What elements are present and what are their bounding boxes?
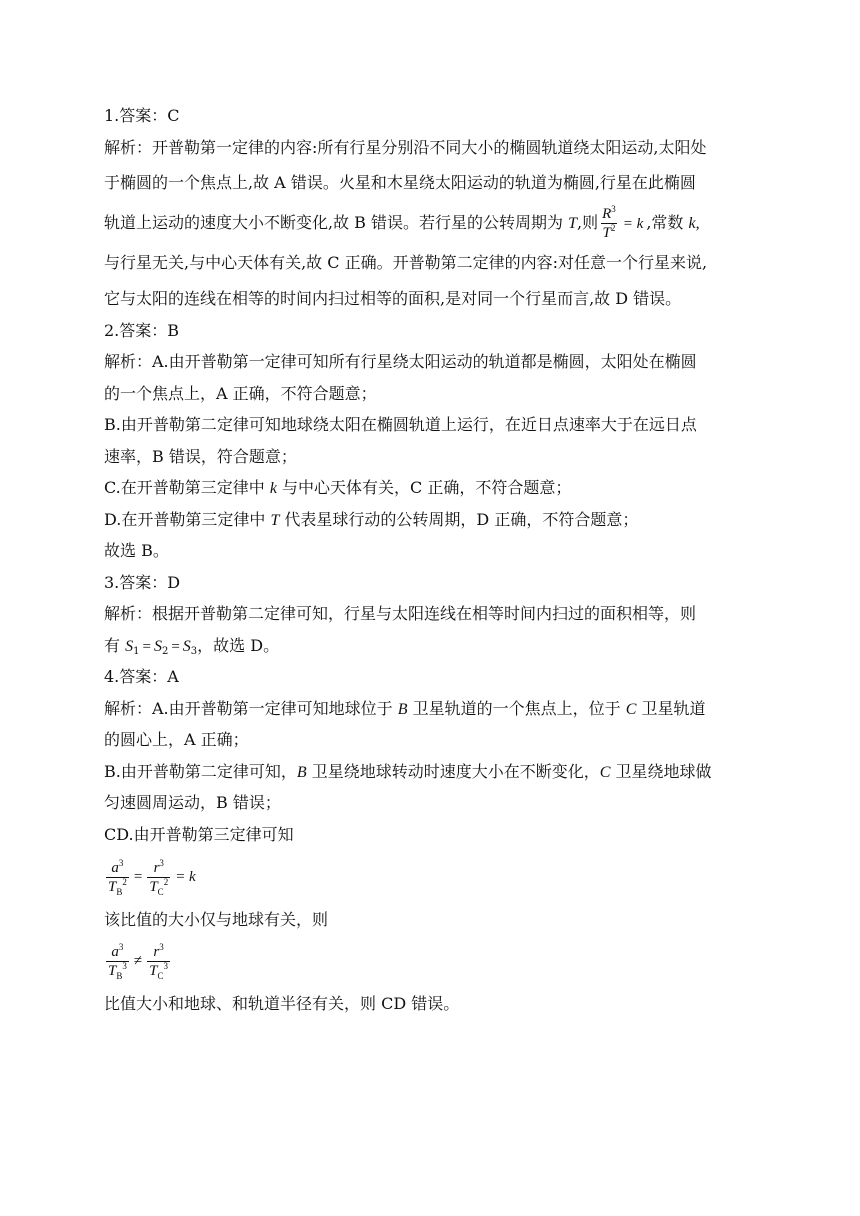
q2-conclusion: 故选 B。 (104, 541, 169, 560)
kepler-third-law-equation: $\frac{a^3}{T_B^2}$ = $\frac{r^3}{T_C^2}$ = k (108, 857, 196, 897)
q3-explanation-line: 有 $S_1 = S_2 = S_3$，故选 D。 (104, 635, 280, 657)
q2-explanation-line: B.由开普勒第二定律可知地球绕太阳在椭圆轨道上运行，在近日点速率大于在远日点 (104, 415, 697, 434)
area-equality-formula: $S_1 = S_2 = S_3$ (125, 637, 198, 657)
q1-explanation-line: 它与太阳的连线在相等的时间内扫过相等的面积,是对同一个行星而言,故 D 错误。 (104, 289, 682, 308)
q3-answer: 3.答案：D (104, 572, 181, 592)
kepler-ratio-fraction: $\frac{R^3}{T^2}$ (602, 204, 616, 241)
q4-explanation-line: CD.由开普勒第三定律可知 (104, 824, 294, 844)
q2-explanation-line: D.在开普勒第三定律中 T 代表星球行动的公转周期，D 正确，不符合题意； (104, 509, 639, 529)
q4-explanation-line: 匀速圆周运动，B 错误； (104, 793, 281, 812)
q1-explanation-line: 解析：开普勒第一定律的内容:所有行星分别沿不同大小的椭圆轨道绕太阳运动,太阳处 (104, 137, 707, 157)
q3-explanation-line: 解析：根据开普勒第二定律可知，行星与太阳连线在相等时间内扫过的面积相等，则 (104, 604, 697, 623)
q1-explanation-line: 轨道上运动的速度大小不断变化,故 B 错误。若行星的公转周期为 T,则 $\frac{R^3}{T^2}$ = k ,常数 k, (104, 204, 700, 241)
q4-explanation-line: 的圆心上，A 正确； (104, 730, 249, 749)
answers-content (104, 100, 764, 1018)
ratio-inequality: $\frac{a^3}{T_B^3}$ ≠ $\frac{r^3}{T_C^3}$ (108, 941, 168, 981)
q4-explanation-line: B.由开普勒第二定律可知，B 卫星绕地球转动时速度大小在不断变化，C 卫星绕地球做 (104, 761, 712, 781)
q2-explanation-line: 的一个焦点上，A 正确，不符合题意； (104, 383, 377, 403)
q2-explanation-line: 速率，B 错误，符合题意； (104, 446, 297, 466)
q2-answer: 2.答案：B (104, 320, 180, 340)
q1-answer: 1.答案：C (104, 106, 180, 125)
q2-explanation-line: 解析：A.由开普勒第一定律可知所有行星绕太阳运动的轨道都是椭圆，太阳处在椭圆 (104, 352, 697, 371)
q4-explanation-line: 解析：A.由开普勒第一定律可知地球位于 B 卫星轨道的一个焦点上，位于 C 卫星轨道 (104, 698, 706, 718)
q1-explanation-line: 与行星无关,与中心天体有关,故 C 正确。开普勒第二定律的内容:对任意一个行星来说, (104, 253, 708, 272)
q1-explanation-line: 于椭圆的一个焦点上,故 A 错误。火星和木星绕太阳运动的轨道为椭圆,行星在此椭圆 (104, 173, 696, 192)
q4-answer: 4.答案：A (104, 667, 179, 686)
q2-explanation-line: C.在开普勒第三定律中 k 与中心天体有关，C 正确，不符合题意； (104, 478, 572, 497)
q4-explanation-line: 该比值的大小仅与地球有关，则 (104, 910, 329, 929)
q4-conclusion: 比值大小和地球、和轨道半径有关，则 CD 错误。 (104, 994, 460, 1013)
